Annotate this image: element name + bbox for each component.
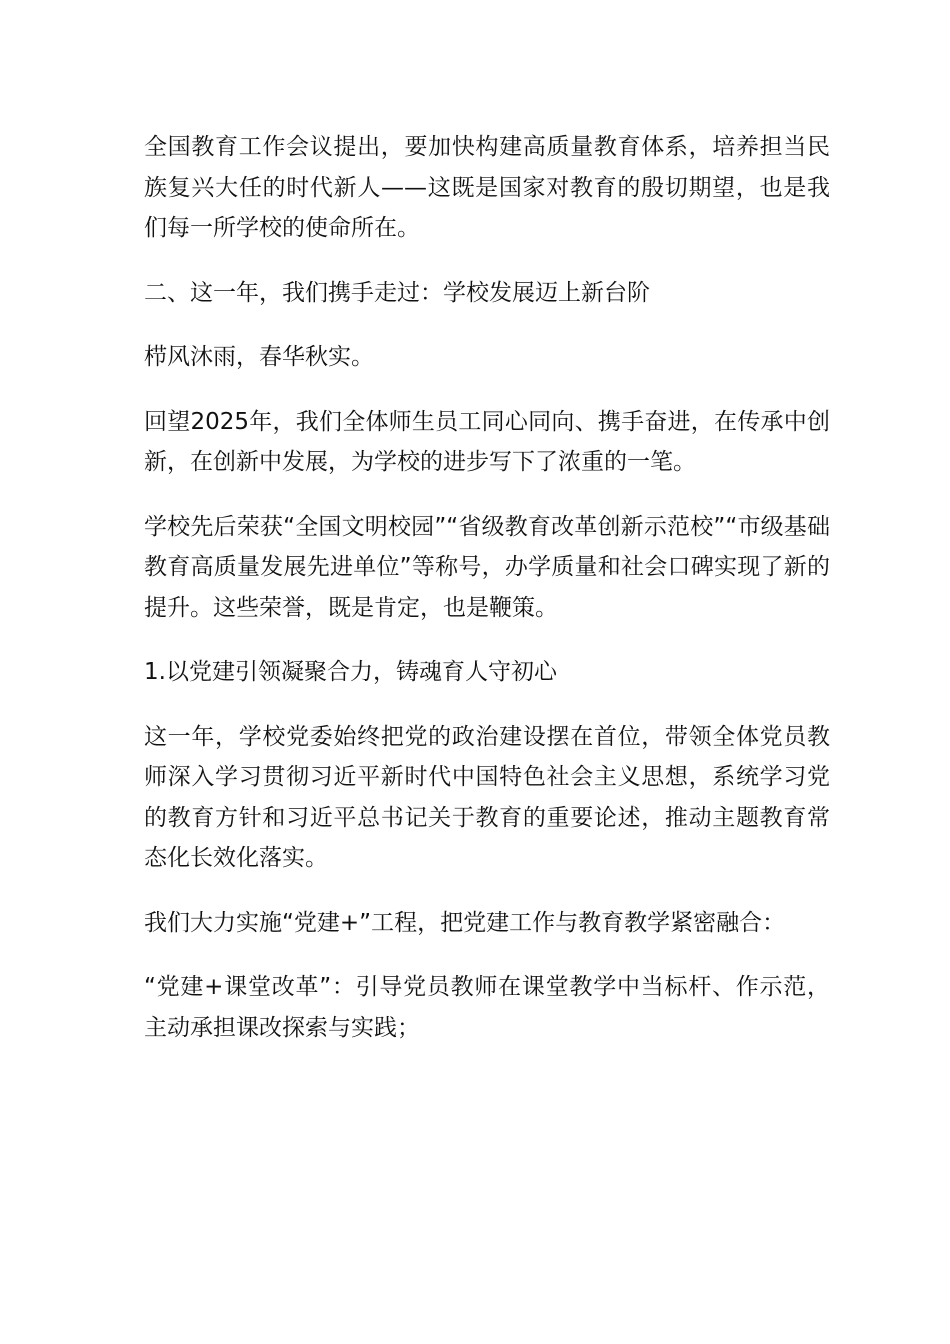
subsection-heading: 1.以党建引领凝聚合力，铸魂育人守初心: [144, 659, 557, 685]
honors-paragraph: 学校先后荣获“全国文明校园”“省级教育改革创新示范校”“市级基础教育高质量发展先进单位”等称号，办学质量和社会口碑实现了新的提升。这些荣誉，既是肯定，也是鞭策。: [144, 513, 830, 621]
party-building-paragraph: 这一年，学校党委始终把党的政治建设摆在首位，带领全体党员教师深入学习贯彻习近平新时代中国特色社会主义思想，系统学习党的教育方针和习近平总书记关于教育的重要论述，推动主题教育常态化长效化落实。: [144, 723, 830, 871]
review-paragraph: 回望2025年，我们全体师生员工同心同向、携手奋进，在传承中创新，在创新中发展，为学校的进步写下了浓重的一笔。: [144, 408, 830, 475]
classroom-reform-paragraph: “党建+课堂改革”：引导党员教师在课堂教学中当标杆、作示范，主动承担课改探索与实践；: [144, 974, 830, 1041]
intro-paragraph: 全国教育工作会议提出，要加快构建高质量教育体系，培养担当民族复兴大任的时代新人——这既是国家对教育的殷切期望，也是我们每一所学校的使命所在。: [144, 134, 830, 241]
project-paragraph: 我们大力实施“党建+”工程，把党建工作与教育教学紧密融合：: [144, 909, 786, 936]
lead-sentence: 栉风沐雨，春华秋实。: [144, 344, 374, 370]
section-heading: 二、这一年，我们携手走过：学校发展迈上新台阶: [144, 279, 650, 306]
